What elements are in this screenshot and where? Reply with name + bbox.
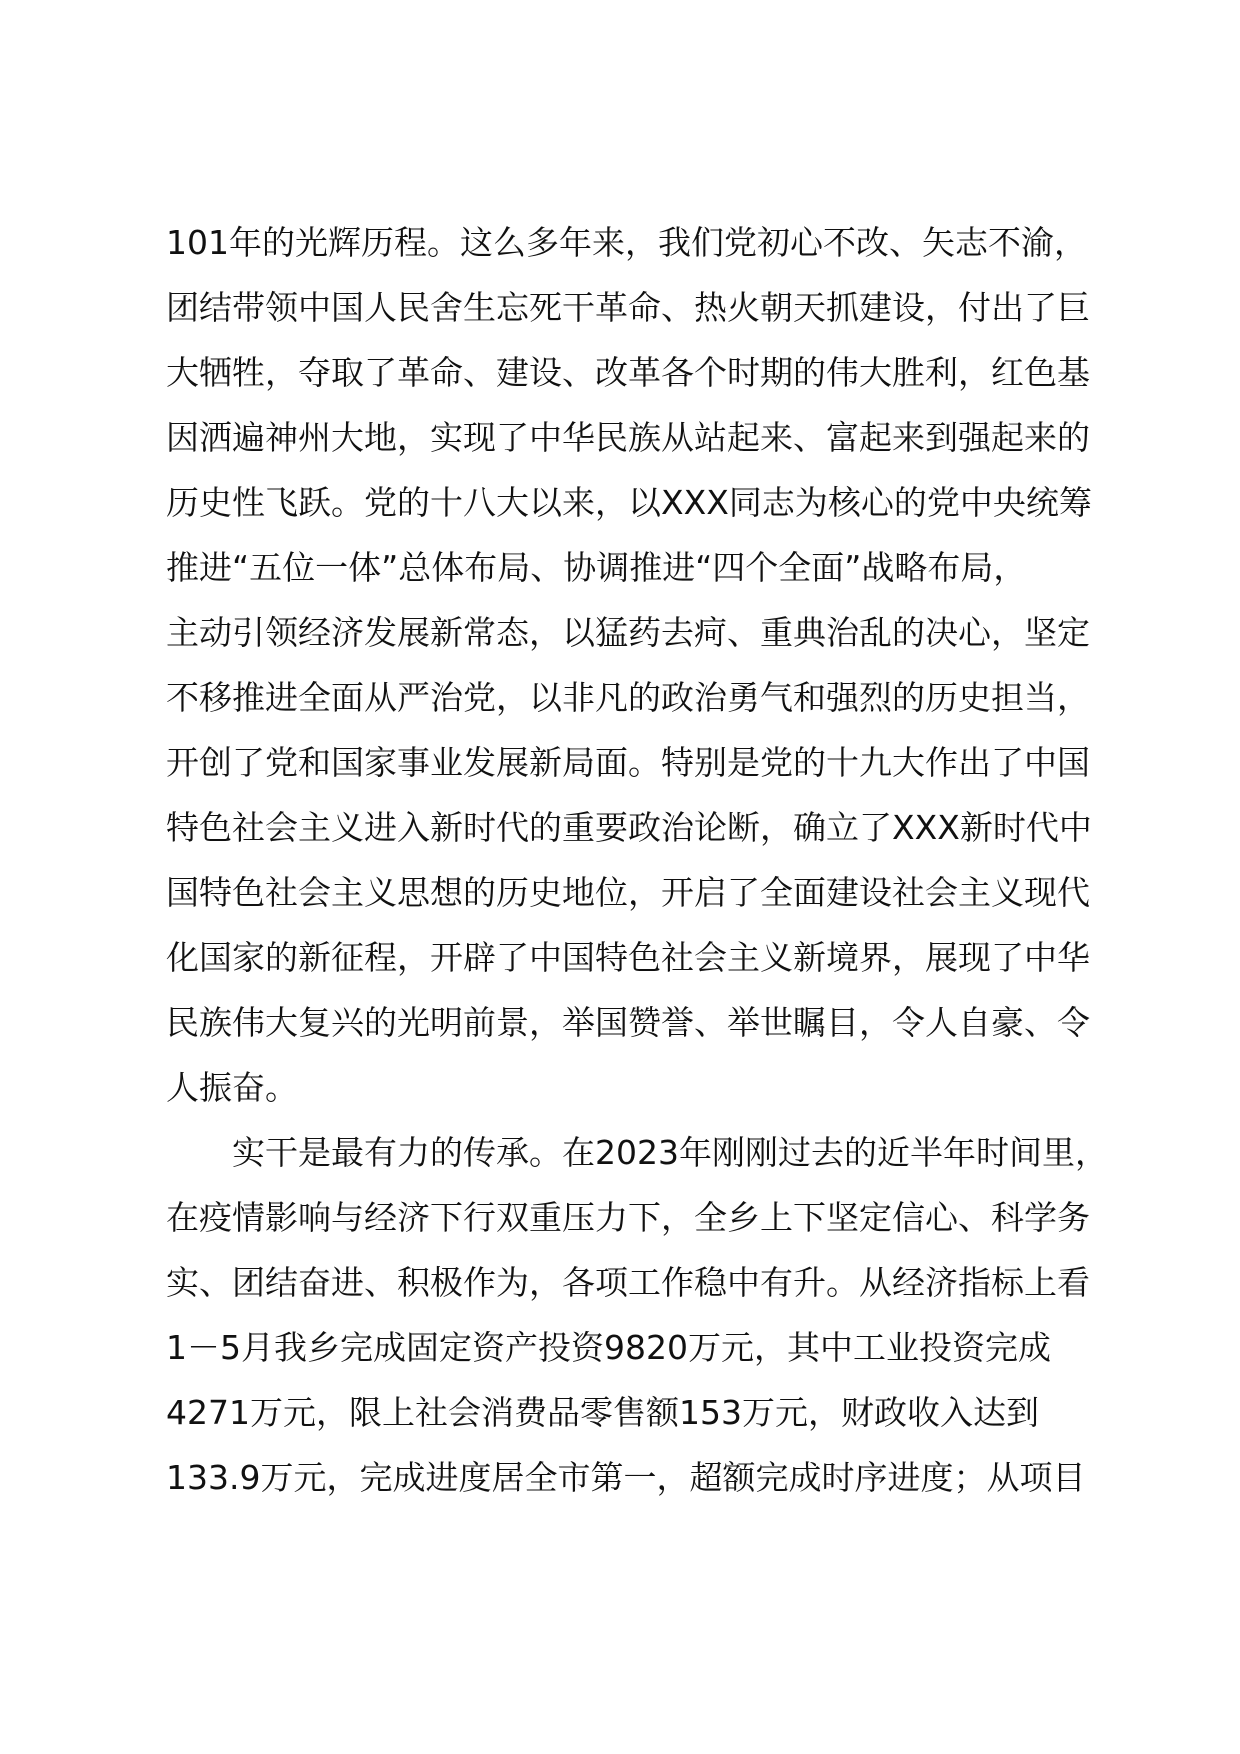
text-line: 化国家的新征程，开辟了中国特色社会主义新境界，展现了中华 xyxy=(166,938,1090,977)
text-line: 人振奋。 xyxy=(166,1068,298,1107)
text-line: 不移推进全面从严治党，以非凡的政治勇气和强烈的历史担当， xyxy=(166,678,1090,717)
text-line: 民族伟大复兴的光明前景，举国赞誉、举世瞩目，令人自豪、令 xyxy=(166,1003,1090,1042)
text-line: 主动引领经济发展新常态，以猛药去疴、重典治乱的决心，坚定 xyxy=(166,613,1090,652)
text-line: 133.9万元，完成进度居全市第一，超额完成时序进度；从项目 xyxy=(166,1458,1086,1497)
text-line: 实、团结奋进、积极作为，各项工作稳中有升。从经济指标上看 xyxy=(166,1263,1090,1302)
text-line: 特色社会主义进入新时代的重要政治论断，确立了XXX新时代中 xyxy=(166,808,1092,847)
text-line: 因洒遍神州大地，实现了中华民族从站起来、富起来到强起来的 xyxy=(166,418,1090,457)
text-line: 大牺牲，夺取了革命、建设、改革各个时期的伟大胜利，红色基 xyxy=(166,353,1090,392)
text-line: 101年的光辉历程。这么多年来，我们党初心不改、矢志不渝， xyxy=(166,223,1087,262)
text-line: 开创了党和国家事业发展新局面。特别是党的十九大作出了中国 xyxy=(166,743,1090,782)
paragraph-1 xyxy=(166,210,1106,1120)
paragraph-2 xyxy=(166,1120,1106,1510)
text-line: 团结带领中国人民舍生忘死干革命、热火朝天抓建设，付出了巨 xyxy=(166,288,1090,327)
text-line: 国特色社会主义思想的历史地位，开启了全面建设社会主义现代 xyxy=(166,873,1090,912)
text-line: 4271万元，限上社会消费品零售额153万元，财政收入达到 xyxy=(166,1393,1039,1432)
text-line: 推进“五位一体”总体布局、协调推进“四个全面”战略布局， xyxy=(166,548,1027,587)
text-line: 1－5月我乡完成固定资产投资9820万元，其中工业投资完成 xyxy=(166,1328,1051,1367)
text-line: 实干是最有力的传承。在2023年刚刚过去的近半年时间里， xyxy=(232,1133,1108,1172)
text-line: 在疫情影响与经济下行双重压力下，全乡上下坚定信心、科学务 xyxy=(166,1198,1090,1237)
text-line: 历史性飞跃。党的十八大以来，以XXX同志为核心的党中央统筹 xyxy=(166,483,1092,522)
body-text xyxy=(166,210,1106,1510)
